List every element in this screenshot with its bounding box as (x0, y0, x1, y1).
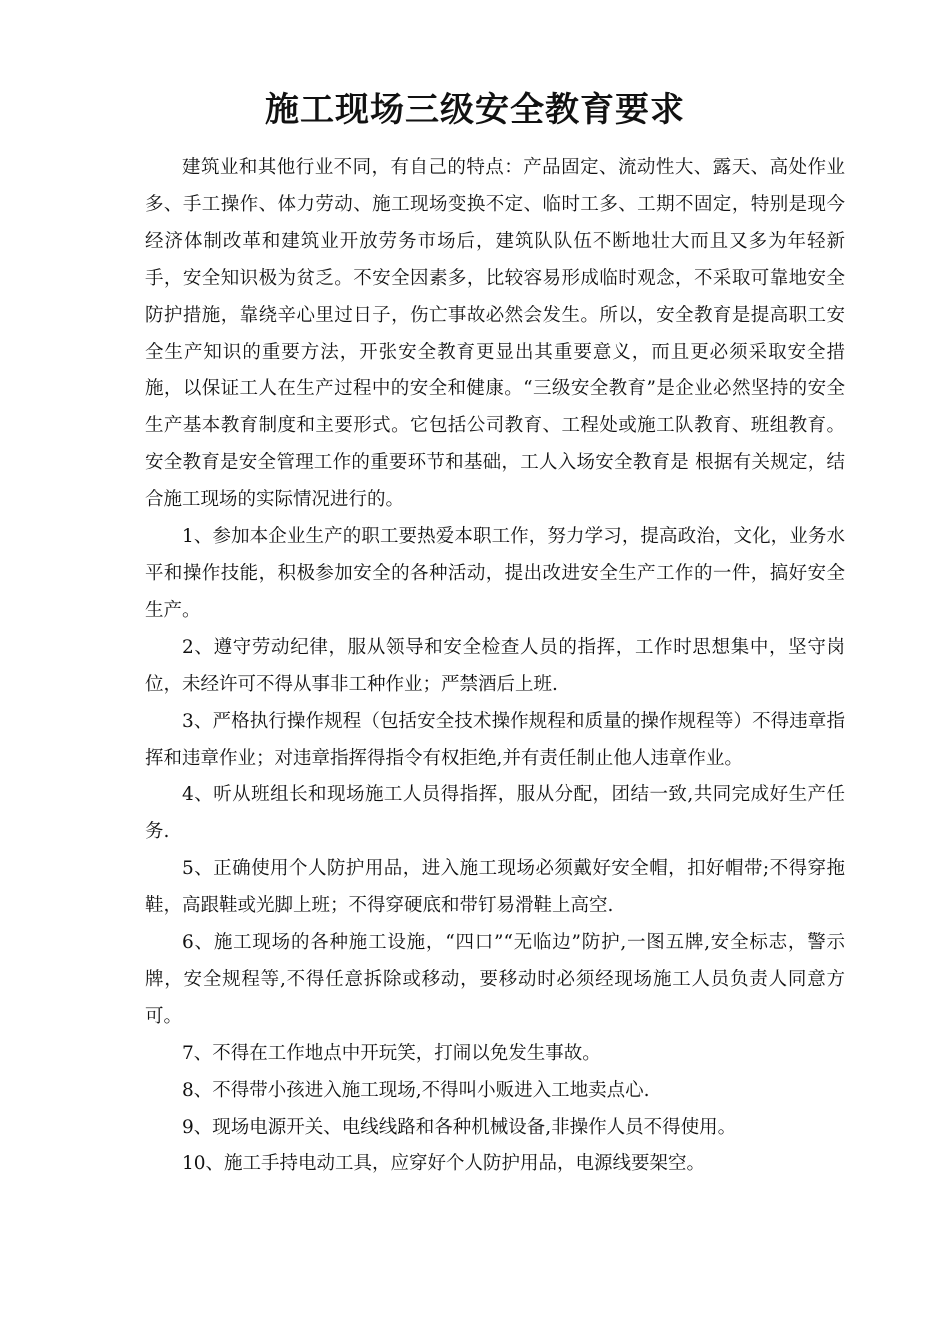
rule-item-4: 4、听从班组长和现场施工人员得指挥，服从分配，团结一致,共同完成好生产任务. (145, 784, 845, 843)
rule-item-2: 2、遵守劳动纪律，服从领导和安全检查人员的指挥，工作时思想集中，坚守岗位，未经许可不得从事非工种作业；严禁酒后上班. (145, 636, 845, 695)
rule-item-3: 3、严格执行操作规程（包括安全技术操作规程和质量的操作规程等）不得违章指挥和违章作业；对违章指挥得指令有权拒绝,并有责任制止他人违章作业。 (145, 710, 845, 769)
document-title: 施工现场三级安全教育要求 (265, 90, 685, 130)
rule-item-7: 7、不得在工作地点中开玩笑，打闹以免发生事故。 (182, 1042, 601, 1064)
rule-item-5: 5、正确使用个人防护用品，进入施工现场必须戴好安全帽，扣好帽带;不得穿拖鞋，高跟鞋或光脚上班；不得穿硬底和带钉易滑鞋上高空. (145, 858, 845, 917)
document-body (145, 150, 845, 1183)
rule-item-10: 10、施工手持电动工具，应穿好个人防护用品，电源线要架空。 (182, 1153, 706, 1175)
rule-item-6: 6、施工现场的各种施工设施，“四口”“无临边”防护,一图五牌,安全标志，警示牌，安全规程等,不得任意拆除或移动，要移动时必须经现场施工人员负责人同意方可。 (145, 932, 845, 1027)
rule-item-8: 8、不得带小孩进入施工现场,不得叫小贩进入工地卖点心. (182, 1079, 650, 1101)
rule-item-1: 1、参加本企业生产的职工要热爱本职工作，努力学习，提高政治，文化，业务水平和操作技能，积极参加安全的各种活动，提出改进安全生产工作的一件，搞好安全生产。 (145, 526, 845, 621)
rule-item-9: 9、现场电源开关、电线线路和各种机械设备,非操作人员不得使用。 (182, 1116, 737, 1138)
intro-paragraph: 建筑业和其他行业不同，有自己的特点：产品固定、流动性大、露天、高处作业多、手工操作、体力劳动、施工现场变换不定、临时工多、工期不固定，特别是现今经济体制改革和建筑业开放劳务市场后，建筑队队伍不断地壮大而且又多为年轻新手，安全知识极为贫乏。不安全因素多，比较容易形成临时观念，不采取可靠地安全防护措施，靠绕辛心里过日子，伤亡事故必然会发生。所以，安全教育是提高职工安全生产知识的重要方法，开张安全教育更显出其重要意义，而且更必须采取安全措施，以保证工人在生产过程中的安全和健康。“三级安全教育”是企业必然坚持的安全生产基本教育制度和主要形式。它包括公司教育、工程处或施工队教育、班组教育。安全教育是安全管理工作的重要环节和基础，工人入场安全教育是 根据有关规定，结合施工现场的实际情况进行的。 (145, 157, 845, 511)
